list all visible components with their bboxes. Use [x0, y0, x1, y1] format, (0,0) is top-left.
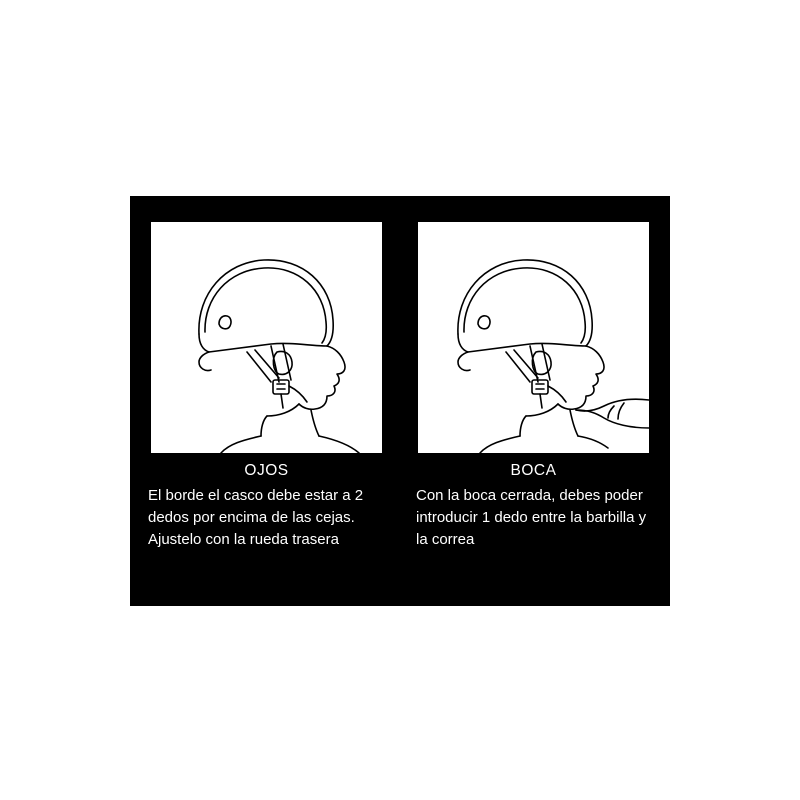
helmet-fit-instructions-poster: [130, 196, 670, 606]
panel-title-boca: BOCA: [510, 462, 557, 479]
illustration-ojos: [151, 222, 382, 453]
illustration-boca: [418, 222, 649, 453]
panel-body-boca: Con la boca cerrada, debes poder introducir 1 dedo entre la barbilla y la correa: [416, 487, 647, 548]
panel-body-ojos: El borde el casco debe estar a 2 dedos por encima de las cejas. Ajustelo con la rueda trasera: [148, 487, 364, 548]
panel-ojos: [130, 196, 400, 606]
panel-title-ojos: OJOS: [244, 462, 289, 479]
panel-boca: [400, 196, 670, 606]
panel-container: [130, 196, 670, 606]
